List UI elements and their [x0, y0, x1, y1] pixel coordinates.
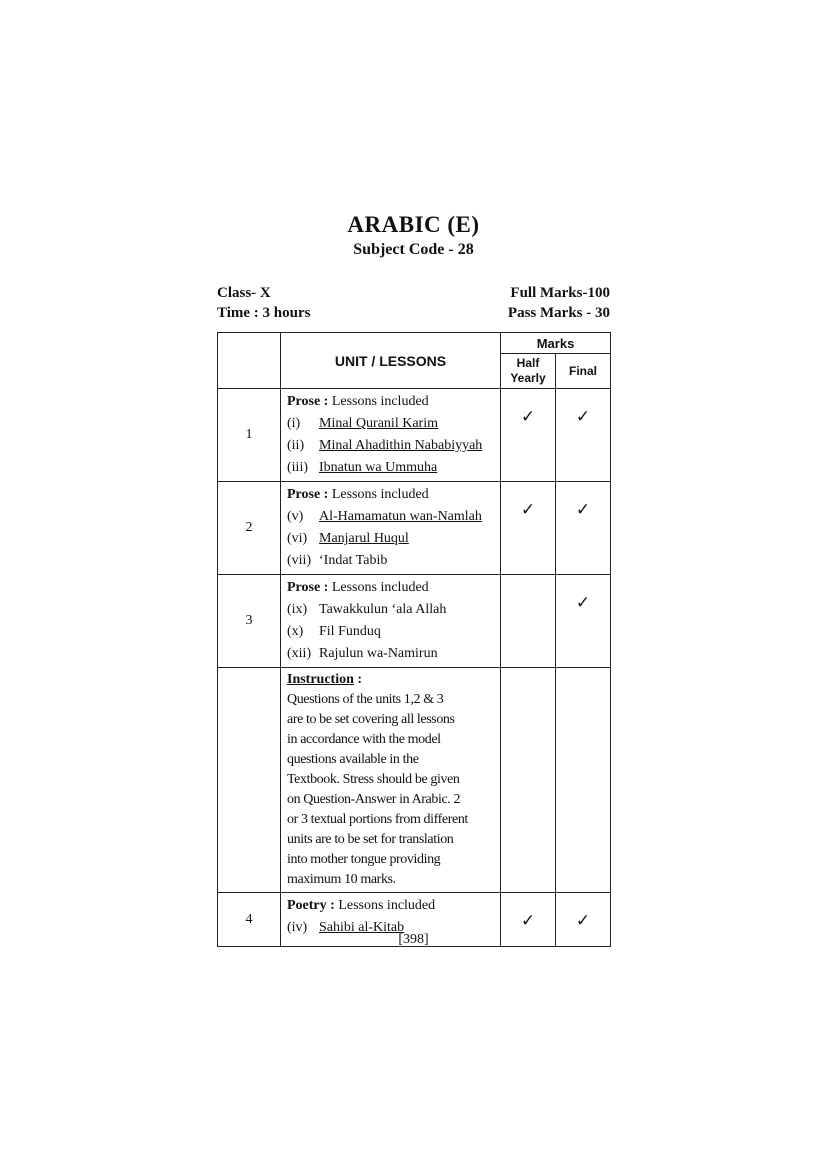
- header-half-line2: Yearly: [510, 371, 546, 385]
- lessons-cell: [281, 389, 501, 482]
- instruction-heading-line: [287, 670, 496, 690]
- lesson-heading-type: Poetry :: [287, 898, 335, 913]
- subject-code: Subject Code - 28: [353, 241, 474, 258]
- lesson-name: Rajulun wa-Namirun: [319, 646, 438, 661]
- syllabus-table: [217, 332, 611, 947]
- header-half-line1: Half: [516, 356, 540, 370]
- list-item: [287, 621, 500, 643]
- lesson-heading: [287, 577, 500, 599]
- instruction-line: or 3 textual portions from different: [287, 812, 468, 827]
- lesson-heading-text: Lessons included: [328, 580, 429, 595]
- full-marks: Full Marks-100: [510, 285, 610, 301]
- instruction-line: on Question-Answer in Arabic. 2: [287, 792, 461, 807]
- half-yearly-empty-cell: [501, 575, 556, 668]
- lesson-name: Fil Funduq: [319, 624, 381, 639]
- header-half-yearly: [501, 354, 556, 389]
- header-final: Final: [556, 354, 611, 389]
- half-yearly-check-icon: ✓: [501, 389, 556, 482]
- lesson-roman: (i): [287, 416, 301, 431]
- lesson-name: Sahibi al-Kitab: [319, 920, 405, 935]
- lesson-name: Al-Hamamatun wan-Namlah: [319, 509, 482, 524]
- instruction-line: are to be set covering all lessons: [287, 712, 455, 727]
- list-item: [287, 528, 500, 550]
- instruction-line: into mother tongue providing: [287, 852, 441, 867]
- unit-number: 4: [218, 893, 281, 947]
- header-unit-lessons: UNIT / LESSONS: [281, 333, 501, 389]
- final-check-icon: ✓: [556, 575, 611, 668]
- instruction-final-cell: [556, 668, 611, 893]
- list-item: [287, 435, 500, 457]
- table-row: [218, 389, 611, 482]
- lesson-roman: (vi): [287, 531, 308, 546]
- time-label: Time : 3 hours: [217, 305, 311, 321]
- lesson-roman: (iii): [287, 460, 308, 475]
- pass-marks: Pass Marks - 30: [507, 305, 610, 321]
- page-title: ARABIC (E): [347, 212, 480, 237]
- instruction-row: [218, 668, 611, 893]
- instruction-half-yearly-cell: [501, 668, 556, 893]
- instruction-colon: :: [353, 672, 363, 687]
- lesson-heading-text: Lessons included: [334, 898, 436, 913]
- lesson-heading-text: Lessons included: [328, 487, 429, 502]
- instruction-line: maximum 10 marks.: [287, 872, 396, 887]
- lesson-roman: (ii): [287, 438, 305, 453]
- list-item: [287, 599, 500, 621]
- instruction-line: units are to be set for translation: [287, 832, 454, 847]
- unit-number: 1: [218, 389, 281, 482]
- page-number: [398]: [398, 932, 429, 947]
- final-check-icon: ✓: [556, 893, 611, 947]
- instruction-line: in accordance with the model: [287, 732, 441, 747]
- list-item: [287, 506, 500, 528]
- instruction-number-cell: [218, 668, 281, 893]
- lesson-heading-type: Prose :: [287, 580, 329, 595]
- meta-row-class: [217, 285, 610, 305]
- half-yearly-check-icon: ✓: [501, 893, 556, 947]
- lesson-heading-type: Prose :: [287, 394, 329, 409]
- lesson-name: Tawakkulun ‘ala Allah: [319, 602, 447, 617]
- list-item: [287, 457, 500, 479]
- lesson-roman: (xii): [287, 646, 312, 661]
- header-marks: Marks: [501, 333, 611, 354]
- list-item: [287, 643, 500, 665]
- lesson-heading: [287, 484, 500, 506]
- table-row: [218, 575, 611, 668]
- header-unit-number-cell: [218, 333, 281, 389]
- unit-number: 3: [218, 575, 281, 668]
- lessons-cell: [281, 482, 501, 575]
- lesson-heading-type: Prose :: [287, 487, 329, 502]
- list-item: [287, 413, 500, 435]
- table-row: [218, 482, 611, 575]
- class-label: Class- X: [217, 285, 271, 301]
- lesson-roman: (ix): [287, 602, 308, 617]
- table-header-row: [218, 333, 611, 354]
- half-yearly-check-icon: ✓: [501, 482, 556, 575]
- lesson-roman: (x): [287, 624, 304, 639]
- lesson-heading-text: Lessons included: [328, 394, 429, 409]
- final-check-icon: ✓: [556, 389, 611, 482]
- lesson-roman: (v): [287, 509, 304, 524]
- lesson-name: Ibnatun wa Ummuha: [319, 460, 438, 475]
- instruction-cell: [281, 668, 501, 893]
- meta-row-time: [217, 305, 610, 325]
- lesson-roman: (iv): [287, 920, 308, 935]
- instruction-line: questions available in the: [287, 752, 419, 767]
- lesson-heading: [287, 391, 500, 413]
- lesson-roman: (vii): [287, 553, 312, 568]
- lesson-name: Minal Quranil Karim: [319, 416, 438, 431]
- instruction-line: Textbook. Stress should be given: [287, 772, 460, 787]
- lesson-name: Minal Ahadithin Nababiyyah: [319, 438, 483, 453]
- list-item: [287, 550, 500, 572]
- instruction-line: Questions of the units 1,2 & 3: [287, 692, 444, 707]
- lesson-heading: [287, 895, 500, 917]
- unit-number: 2: [218, 482, 281, 575]
- lessons-cell: [281, 575, 501, 668]
- lesson-name: ‘Indat Tabib: [319, 553, 388, 568]
- final-check-icon: ✓: [556, 482, 611, 575]
- lesson-name: Manjarul Huqul: [319, 531, 409, 546]
- instruction-heading: Instruction: [287, 672, 354, 687]
